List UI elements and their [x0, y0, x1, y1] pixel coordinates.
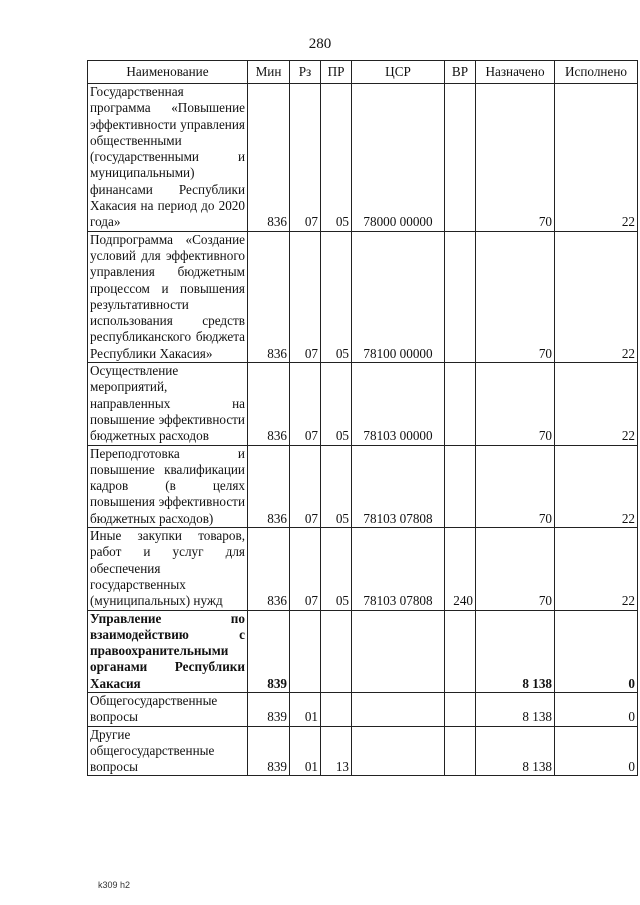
row-min: 839	[248, 726, 290, 776]
header-name: Наименование	[88, 61, 248, 84]
table-row	[88, 363, 638, 445]
row-vr	[445, 363, 476, 445]
row-assigned: 70	[476, 231, 555, 362]
header-csr: ЦСР	[352, 61, 445, 84]
row-assigned: 70	[476, 84, 555, 232]
row-executed: 22	[555, 445, 638, 527]
row-rz	[290, 610, 321, 692]
row-name: Подпрограмма «Создание условий для эффективного управления бюджетным процессом и повышения результативности использования средств республиканского бюджета Республики Хакасия»	[88, 231, 248, 362]
row-rz: 01	[290, 726, 321, 776]
table-row	[88, 84, 638, 232]
row-executed: 22	[555, 231, 638, 362]
row-pr: 05	[321, 445, 352, 527]
row-rz: 07	[290, 363, 321, 445]
row-assigned: 8 138	[476, 692, 555, 726]
row-csr: 78100 00000	[352, 231, 445, 362]
header-assigned: Назначено	[476, 61, 555, 84]
table-header-row	[88, 61, 638, 84]
row-assigned: 70	[476, 363, 555, 445]
row-name: Иные закупки товаров, работ и услуг для обеспечения государственных (муниципальных) нужд	[88, 528, 248, 610]
header-min: Мин	[248, 61, 290, 84]
table-row	[88, 726, 638, 776]
row-name: Государственная программа «Повышение эффективности управления общественными (государственными и муниципальными) финансами Республики Хакасия на период до 2020 года»	[88, 84, 248, 232]
row-executed: 22	[555, 84, 638, 232]
row-rz: 07	[290, 231, 321, 362]
row-pr: 05	[321, 363, 352, 445]
table-row	[88, 445, 638, 527]
row-pr	[321, 610, 352, 692]
row-executed: 0	[555, 726, 638, 776]
row-executed: 22	[555, 528, 638, 610]
row-csr	[352, 610, 445, 692]
row-executed: 0	[555, 610, 638, 692]
row-name: Управление по взаимодействию с правоохранительными органами Республики Хакасия	[88, 610, 248, 692]
row-rz: 01	[290, 692, 321, 726]
table-row	[88, 528, 638, 610]
row-csr: 78103 07808	[352, 528, 445, 610]
row-name: Осуществление мероприятий, направленных на повышение эффективности бюджетных расходов	[88, 363, 248, 445]
row-vr	[445, 692, 476, 726]
row-min: 836	[248, 231, 290, 362]
row-min: 839	[248, 692, 290, 726]
row-vr	[445, 726, 476, 776]
row-csr: 78103 00000	[352, 363, 445, 445]
row-min: 836	[248, 528, 290, 610]
row-name: Переподготовка и повышение квалификации кадров (в целях повышения эффективности бюджетных расходов)	[88, 445, 248, 527]
row-pr: 05	[321, 84, 352, 232]
row-name: Общегосударственные вопросы	[88, 692, 248, 726]
row-min: 839	[248, 610, 290, 692]
row-pr: 05	[321, 528, 352, 610]
row-pr	[321, 692, 352, 726]
row-csr	[352, 692, 445, 726]
row-csr: 78000 00000	[352, 84, 445, 232]
row-executed: 22	[555, 363, 638, 445]
row-vr	[445, 84, 476, 232]
row-pr: 13	[321, 726, 352, 776]
row-rz: 07	[290, 84, 321, 232]
header-pr: ПР	[321, 61, 352, 84]
page-number: 280	[308, 36, 332, 52]
table-row	[88, 231, 638, 362]
row-vr: 240	[445, 528, 476, 610]
row-vr	[445, 231, 476, 362]
row-assigned: 8 138	[476, 726, 555, 776]
budget-table	[87, 60, 638, 776]
row-rz: 07	[290, 445, 321, 527]
row-pr: 05	[321, 231, 352, 362]
row-assigned: 70	[476, 528, 555, 610]
header-rz: Рз	[290, 61, 321, 84]
row-executed: 0	[555, 692, 638, 726]
row-assigned: 8 138	[476, 610, 555, 692]
row-min: 836	[248, 84, 290, 232]
header-executed: Исполнено	[555, 61, 638, 84]
row-vr	[445, 610, 476, 692]
row-min: 836	[248, 445, 290, 527]
row-name: Другие общегосударственные вопросы	[88, 726, 248, 776]
row-csr: 78103 07808	[352, 445, 445, 527]
row-csr	[352, 726, 445, 776]
row-min: 836	[248, 363, 290, 445]
row-rz: 07	[290, 528, 321, 610]
table-row	[88, 610, 638, 692]
table-row	[88, 692, 638, 726]
footer-code: k309 h2	[98, 880, 131, 890]
header-vr: ВР	[445, 61, 476, 84]
row-vr	[445, 445, 476, 527]
row-assigned: 70	[476, 445, 555, 527]
